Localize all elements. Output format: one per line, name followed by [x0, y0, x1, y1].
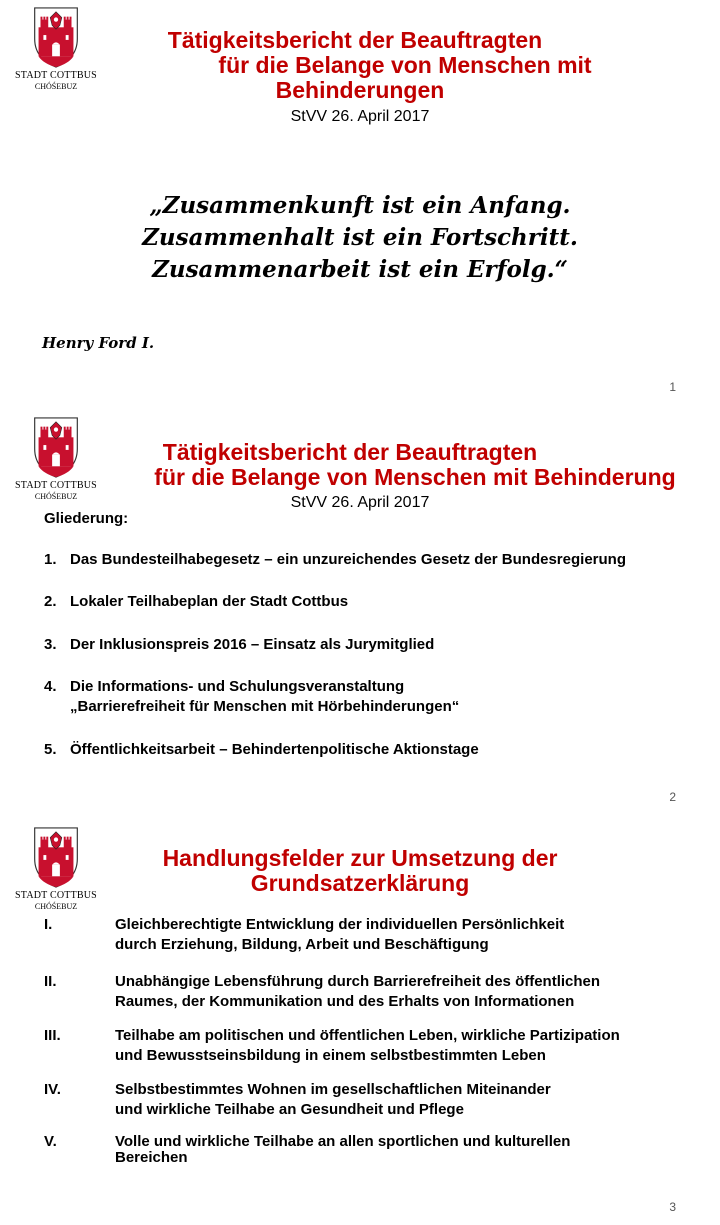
- slide-3-title-line: Handlungsfelder zur Umsetzung der: [162, 845, 558, 871]
- slide-2-subtitle: StVV 26. April 2017: [290, 494, 430, 511]
- slide-2-title-line: für die Belange von Menschen mit Behinderung: [154, 464, 676, 490]
- logo-sorbian-name: CHÓŚEBUZ: [34, 492, 78, 501]
- field-item-text: durch Erziehung, Bildung, Arbeit und Beschäftigung: [115, 936, 489, 953]
- outline-item-number: 2.: [44, 593, 57, 610]
- outline-item-text: Das Bundesteilhabegesetz – ein unzureichendes Gesetz der Bundesregierung: [70, 551, 626, 568]
- quote-line: „Zusammenkunft ist ein Anfang.: [149, 192, 571, 219]
- city-coat-of-arms-icon: [31, 826, 81, 888]
- page-number: 1: [669, 380, 676, 394]
- field-item-text: Teilhabe am politischen und öffentlichen Leben, wirkliche Partizipation: [115, 1027, 620, 1044]
- quote-line: Zusammenarbeit ist ein Erfolg.“: [152, 256, 568, 283]
- logo-sorbian-name: CHÓŚEBUZ: [34, 902, 78, 911]
- page-number: 3: [669, 1200, 676, 1214]
- outline-item-number: 5.: [44, 741, 57, 758]
- field-item-number: I.: [44, 916, 53, 933]
- city-logo: [8, 826, 104, 911]
- outline-heading: Gliederung:: [44, 510, 129, 527]
- field-item-text: Unabhängige Lebensführung durch Barrierefreiheit des öffentlichen: [115, 973, 601, 990]
- slide-1-title-line: Tätigkeitsbericht der Beauftragten: [167, 27, 543, 53]
- outline-item-text: Lokaler Teilhabeplan der Stadt Cottbus: [70, 593, 349, 610]
- quote-line: Zusammenhalt ist ein Fortschritt.: [142, 224, 578, 251]
- outline-item-number: 1.: [44, 551, 57, 568]
- field-item-number: IV.: [44, 1081, 61, 1098]
- slide-3-title-line: Grundsatzerklärung: [250, 870, 470, 896]
- quote-author: Henry Ford I.: [42, 334, 155, 352]
- slide-1-title-line: für die Belange von Menschen mit: [218, 52, 592, 78]
- outline-item-text: Öffentlichkeitsarbeit – Behindertenpolitische Aktionstage: [70, 741, 479, 758]
- field-item-number: III.: [44, 1027, 61, 1044]
- field-item: [44, 972, 675, 1012]
- outline-item-text: „Barrierefreiheit für Menschen mit Hörbehinderungen“: [70, 698, 460, 715]
- field-item: [44, 1026, 675, 1066]
- field-item-text: Bereichen: [115, 1149, 188, 1166]
- field-item-number: II.: [44, 973, 57, 990]
- field-item-text: Gleichberechtigte Entwicklung der individuellen Persönlichkeit: [115, 916, 565, 933]
- field-item-text: und wirkliche Teilhabe an Gesundheit und Pflege: [115, 1101, 464, 1118]
- page-number: 2: [669, 790, 676, 804]
- outline-item-number: 4.: [44, 678, 57, 695]
- outline-item-text: Der Inklusionspreis 2016 – Einsatz als Jurymitglied: [70, 636, 435, 653]
- slide-2-title-line: Tätigkeitsbericht der Beauftragten: [162, 439, 538, 465]
- outline-item-number: 3.: [44, 636, 57, 653]
- field-item: [44, 1080, 675, 1120]
- field-item-text: Raumes, der Kommunikation und des Erhalts von Informationen: [115, 993, 575, 1010]
- logo-city-name: STADT COTTBUS: [15, 70, 97, 81]
- logo-city-name: STADT COTTBUS: [15, 480, 97, 491]
- slide-1-subtitle: StVV 26. April 2017: [290, 108, 430, 125]
- field-item: [44, 915, 675, 955]
- outline-item-text: Die Informations- und Schulungsveranstaltung: [70, 678, 405, 695]
- slide-1-title-line: Behinderungen: [275, 77, 445, 103]
- field-item-number: V.: [44, 1133, 57, 1150]
- slide-3-title: [110, 846, 610, 896]
- logo-city-name: STADT COTTBUS: [15, 890, 97, 901]
- logo-sorbian-name: CHÓŚEBUZ: [34, 82, 78, 91]
- field-item-text: und Bewusstseinsbildung in einem selbstbestimmten Leben: [115, 1047, 546, 1064]
- field-item-text: Volle und wirkliche Teilhabe an allen sportlichen und kulturellen: [115, 1133, 571, 1150]
- field-item-text: Selbstbestimmtes Wohnen im gesellschaftlichen Miteinander: [115, 1081, 551, 1098]
- field-item: [44, 1134, 675, 1166]
